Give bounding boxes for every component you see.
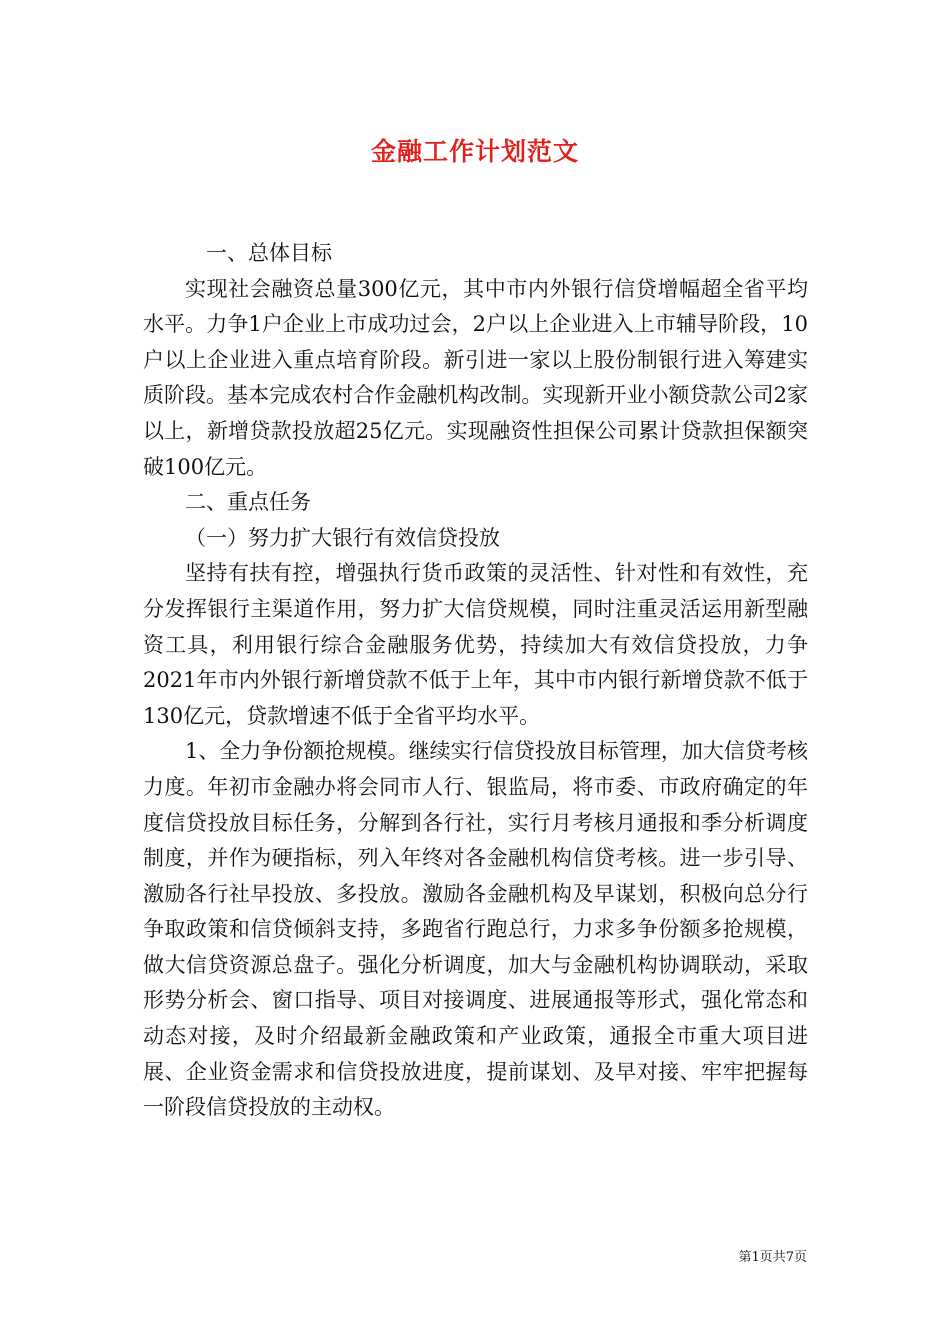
paragraph-overall-goals: 实现社会融资总量300亿元，其中市内外银行信贷增幅超全省平均水平。力争1户企业上市成功过会，2户以上企业进入上市辅导阶段，10户以上企业进入重点培育阶段。新引进一家以上股份制银行进入筹建实质阶段。基本完成农村合作金融机构改制。实现新开业小额贷款公司2家以上，新增贷款投放超25亿元。实现融资性担保公司累计贷款担保额突破100亿元。: [143, 276, 808, 479]
document-title: 金融工作计划范文: [370, 137, 579, 166]
section-heading-overall-goals: 一、总体目标: [206, 241, 332, 265]
subsection-heading-credit: （一）努力扩大银行有效信贷投放: [185, 525, 500, 550]
paragraph-credit: 坚持有扶有控，增强执行货币政策的灵活性、针对性和有效性，充分发挥银行主渠道作用，努力扩大信贷规模，同时注重灵活运用新型融资工具，利用银行综合金融服务优势，持续加大有效信贷投放，力争2021年市内外银行新增贷款不低于上年，其中市内银行新增贷款不低于130亿元，贷款增速不低于全省平均水平。: [143, 561, 808, 728]
paragraph-share-scale: 1、全力争份额抢规模。继续实行信贷投放目标管理，加大信贷考核力度。年初市金融办将会同市人行、银监局，将市委、市政府确定的年度信贷投放目标任务，分解到各行社，实行月考核月通报和季分析调度制度，并作为硬指标，列入年终对各金融机构信贷考核。进一步引导、激励各行社早投放、多投放。激励各金融机构及早谋划，积极向总分行争取政策和信贷倾斜支持，多跑省行跑总行，力求多争份额多抢规模，做大信贷资源总盘子。强化分析调度，加大与金融机构协调联动，采取形势分析会、窗口指导、项目对接调度、进展通报等形式，强化常态和动态对接，及时介绍最新金融政策和产业政策，通报全市重大项目进展、企业资金需求和信贷投放进度，提前谋划、及早对接、牢牢把握每一阶段信贷投放的主动权。: [143, 739, 808, 1120]
section-heading-key-tasks: 二、重点任务: [185, 490, 311, 515]
document-body: [143, 236, 808, 1126]
page-number: 第1页共7页: [738, 1250, 807, 1265]
